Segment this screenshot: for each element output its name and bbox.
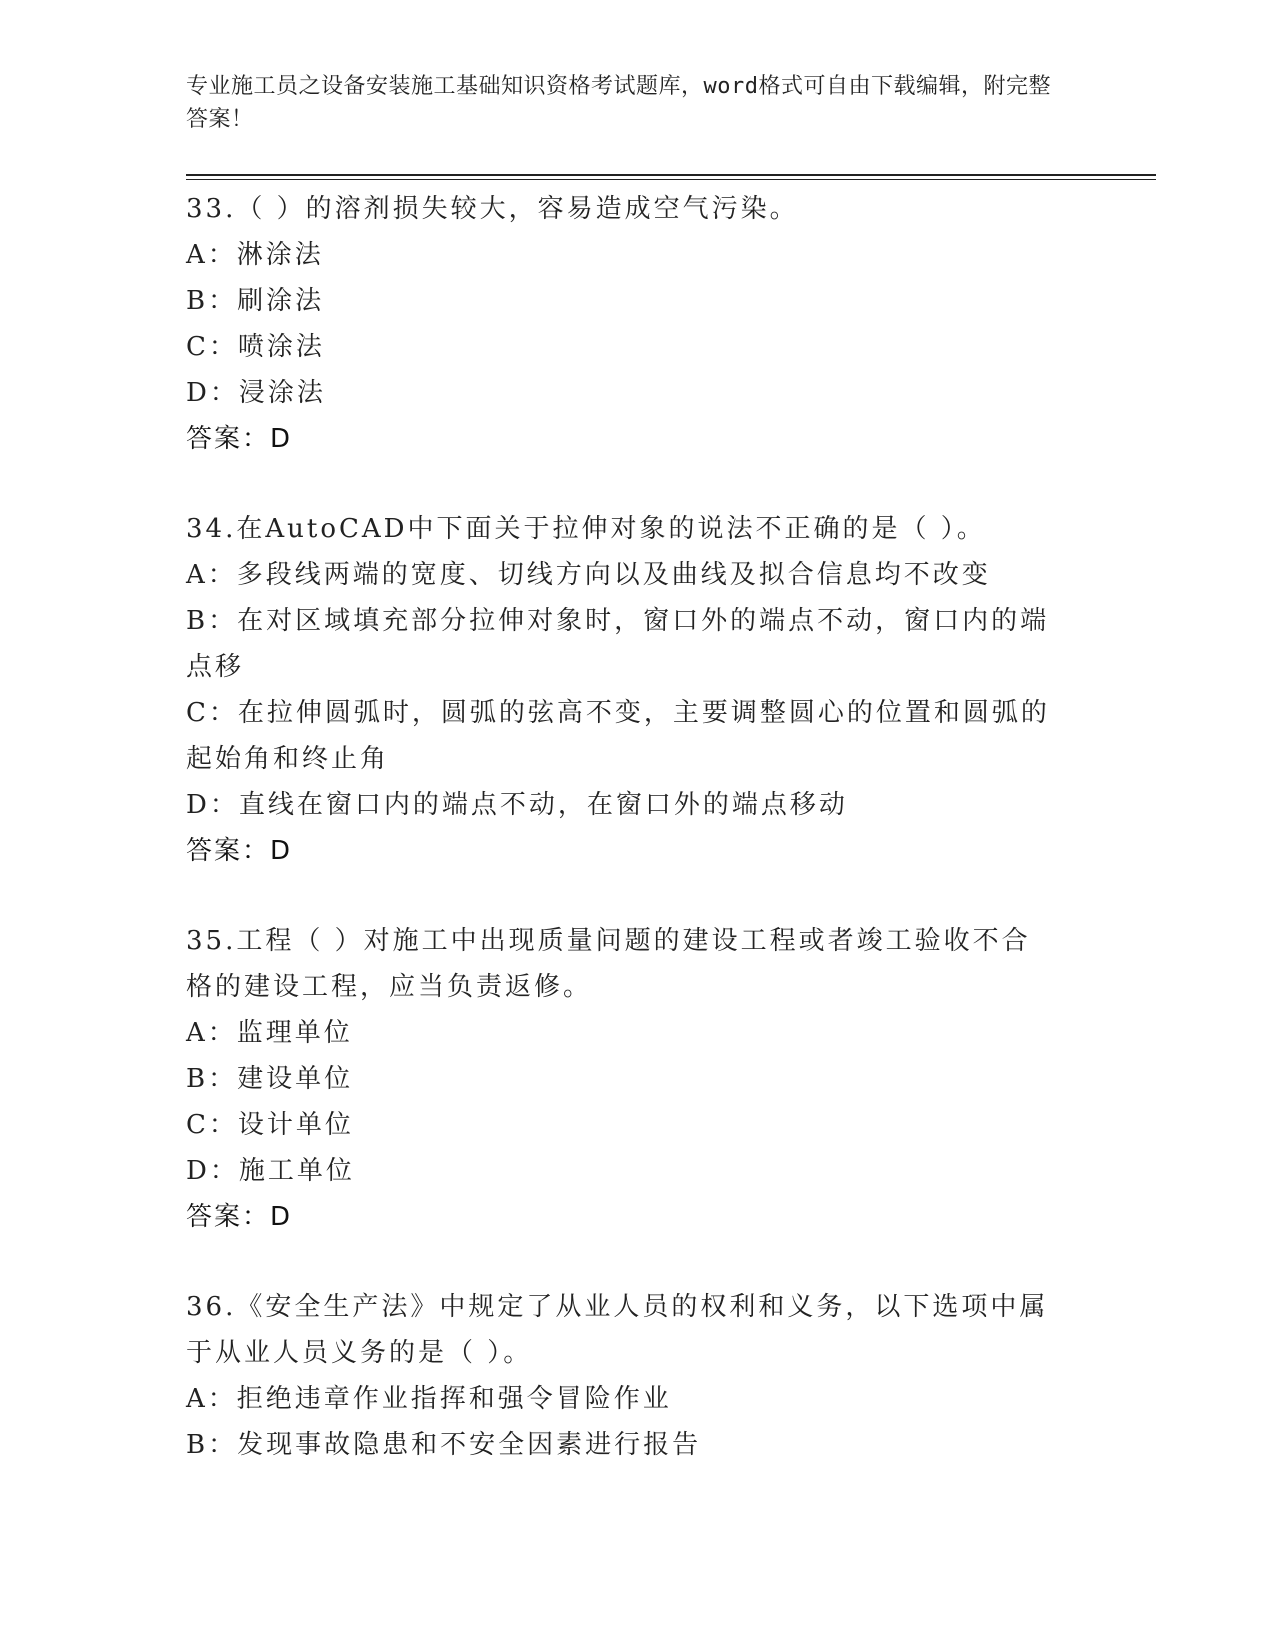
option-d: D：施工单位 bbox=[186, 1156, 355, 1186]
option-b: B：建设单位 bbox=[186, 1064, 354, 1094]
question-stem: 35.工程（ ）对施工中出现质量问题的建设工程或者竣工验收不合格的建设工程，应当负责返修。 bbox=[186, 926, 1031, 1002]
option-b: B：刷涂法 bbox=[186, 286, 325, 316]
option-a: A：监理单位 bbox=[186, 1018, 353, 1048]
option-a: A：淋涂法 bbox=[186, 240, 324, 270]
question-36 bbox=[186, 1284, 1146, 1468]
question-35 bbox=[186, 918, 1146, 1240]
answer-line: 答案：D bbox=[186, 424, 293, 454]
option-c: C：设计单位 bbox=[186, 1110, 354, 1140]
option-a: A：拒绝违章作业指挥和强令冒险作业 bbox=[186, 1384, 672, 1414]
option-d: D：直线在窗口内的端点不动，在窗口外的端点移动 bbox=[186, 790, 848, 820]
option-b: B：发现事故隐患和不安全因素进行报告 bbox=[186, 1430, 702, 1460]
question-stem: 33.（ ）的溶剂损失较大，容易造成空气污染。 bbox=[186, 194, 799, 224]
option-d: D：浸涂法 bbox=[186, 378, 326, 408]
header-divider bbox=[186, 174, 1156, 180]
option-c: C：喷涂法 bbox=[186, 332, 325, 362]
question-34 bbox=[186, 506, 1146, 874]
answer-line: 答案：D bbox=[186, 1202, 293, 1232]
answer-line: 答案：D bbox=[186, 836, 293, 866]
document-header: 专业施工员之设备安装施工基础知识资格考试题库，word格式可自由下载编辑，附完整答案！ bbox=[186, 74, 1051, 132]
question-33 bbox=[186, 186, 1146, 462]
document-page bbox=[186, 70, 1146, 1512]
option-a: A：多段线两端的宽度、切线方向以及曲线及拟合信息均不改变 bbox=[186, 560, 991, 590]
option-c: C：在拉伸圆弧时，圆弧的弦高不变，主要调整圆心的位置和圆弧的起始角和终止角 bbox=[186, 698, 1050, 774]
question-stem: 34.在AutoCAD中下面关于拉伸对象的说法不正确的是（ ）。 bbox=[186, 514, 986, 544]
question-stem: 36.《安全生产法》中规定了从业人员的权利和义务，以下选项中属于从业人员义务的是（ ）。 bbox=[186, 1292, 1049, 1368]
question-list bbox=[186, 186, 1146, 1468]
option-b: B：在对区域填充部分拉伸对象时，窗口外的端点不动，窗口内的端点移 bbox=[186, 606, 1050, 682]
